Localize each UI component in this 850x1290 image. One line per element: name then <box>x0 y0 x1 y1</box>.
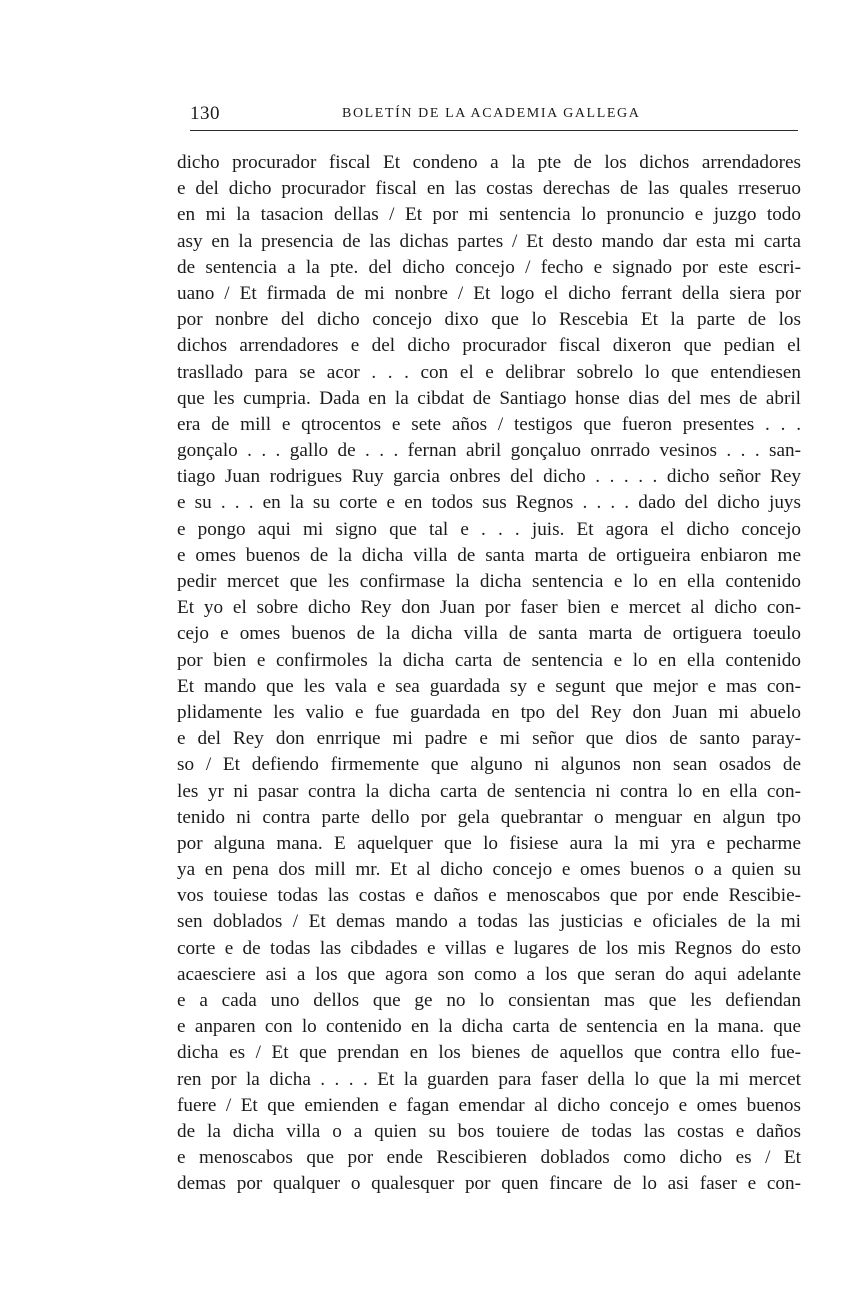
text-line: cejo e omes buenos de la dicha villa de santa marta de ortiguera toeulo <box>177 623 801 645</box>
text-line: e su . . . en la su corte e en todos sus Regnos . . . . dado del dicho juys <box>177 492 801 514</box>
text-line: dicho procurador fiscal Et condeno a la pte de los dichos arrendadores <box>177 152 801 173</box>
text-line: vos touiese todas las costas e daños e menoscabos que por ende Rescibie- <box>177 885 801 907</box>
text-line: e del dicho procurador fiscal en las costas derechas de las quales rreseruo <box>177 178 801 200</box>
text-line: trasllado para se acor . . . con el e delibrar sobrelo lo que entendiesen <box>177 361 801 383</box>
text-line: pedir mercet que les confirmase la dicha sentencia e lo en ella contenido <box>177 571 801 592</box>
text-line: de la dicha villa o a quien su bos touiere de todas las costas e daños <box>177 1120 801 1142</box>
text-line: por bien e confirmoles la dicha carta de sentencia e lo en ella contenido <box>177 649 801 671</box>
text-line: ya en pena dos mill mr. Et al dicho concejo e omes buenos o a quien su <box>177 859 801 881</box>
text-line: por nonbre del dicho concejo dixo que lo Rescebia Et la parte de los <box>177 309 801 331</box>
text-line: Et yo el sobre dicho Rey don Juan por faser bien e mercet al dicho con- <box>177 597 801 619</box>
text-line: era de mill e qtrocentos e sete años / testigos que fueron presentes . . . <box>177 413 801 435</box>
text-line: so / Et defiendo firmemente que alguno ni algunos non sean osados de <box>177 754 801 776</box>
text-line: e menoscabos que por ende Rescibieren doblados como dicho es / Et <box>177 1147 801 1169</box>
text-line: fuere / Et que emienden e fagan emendar al dicho concejo e omes buenos <box>177 1094 801 1116</box>
text-line: e omes buenos de la dicha villa de santa marta de ortigueira enbiaron me <box>177 544 801 566</box>
text-line: e anparen con lo contenido en la dicha carta de sentencia en la mana. que <box>177 1016 801 1038</box>
text-line: corte e de todas las cibdades e villas e lugares de los mis Regnos do esto <box>177 937 801 959</box>
text-line: e a cada uno dellos que ge no lo consientan mas que les defiendan <box>177 990 801 1011</box>
body-text <box>177 150 801 1198</box>
text-line: dichos arrendadores e del dicho procurador fiscal dixeron que pedian el <box>177 335 801 357</box>
text-line: asy en la presencia de las dichas partes / Et desto mando dar esta mi carta <box>177 230 801 252</box>
text-line: por alguna mana. E aquelquer que lo fisiese aura la mi yra e pecharme <box>177 832 801 854</box>
text-line: dicha es / Et que prendan en los bienes de aquellos que contra ello fue- <box>177 1042 801 1064</box>
text-line: plidamente les valio e fue guardada en tpo del Rey don Juan mi abuelo <box>177 701 801 723</box>
text-line: e del Rey don enrrique mi padre e mi señor que dios de santo paray- <box>177 728 801 750</box>
text-line: uano / Et firmada de mi nonbre / Et logo el dicho ferrant della siera por <box>177 282 801 304</box>
text-line: Et mando que les vala e sea guardada sy e segunt que mejor e mas con- <box>177 675 801 697</box>
text-line: les yr ni pasar contra la dicha carta de sentencia ni contra lo en ella con- <box>177 780 801 802</box>
text-line: tiago Juan rodrigues Ruy garcia onbres del dicho . . . . . dicho señor Rey <box>177 466 801 488</box>
text-line: demas por qualquer o qualesquer por quen fincare de lo asi faser e con- <box>177 1173 801 1195</box>
page-number: 130 <box>190 103 220 124</box>
text-line: tenido ni contra parte dello por gela quebrantar o menguar en algun tpo <box>177 806 801 828</box>
text-line: acaesciere asi a los que agora son como a los que seran do aqui adelante <box>177 963 801 985</box>
text-line: en mi la tasacion dellas / Et por mi sentencia lo pronuncio e juzgo todo <box>177 204 801 226</box>
text-line: ren por la dicha . . . . Et la guarden para faser della lo que la mi mercet <box>177 1068 801 1090</box>
text-line: gonçalo . . . gallo de . . . fernan abril gonçaluo onrrado vesinos . . . san- <box>177 440 801 462</box>
text-line: sen doblados / Et demas mando a todas las justicias e oficiales de la mi <box>177 911 801 933</box>
text-line: que les cumpria. Dada en la cibdat de Santiago honse dias del mes de abril <box>177 387 801 409</box>
running-head: BOLETÍN DE LA ACADEMIA GALLEGA <box>342 106 641 121</box>
header-rule <box>190 130 798 131</box>
text-line: de sentencia a la pte. del dicho concejo / fecho e signado por este escri- <box>177 256 801 278</box>
text-line: e pongo aqui mi signo que tal e . . . juis. Et agora el dicho concejo <box>177 518 801 540</box>
page-header <box>190 103 798 127</box>
